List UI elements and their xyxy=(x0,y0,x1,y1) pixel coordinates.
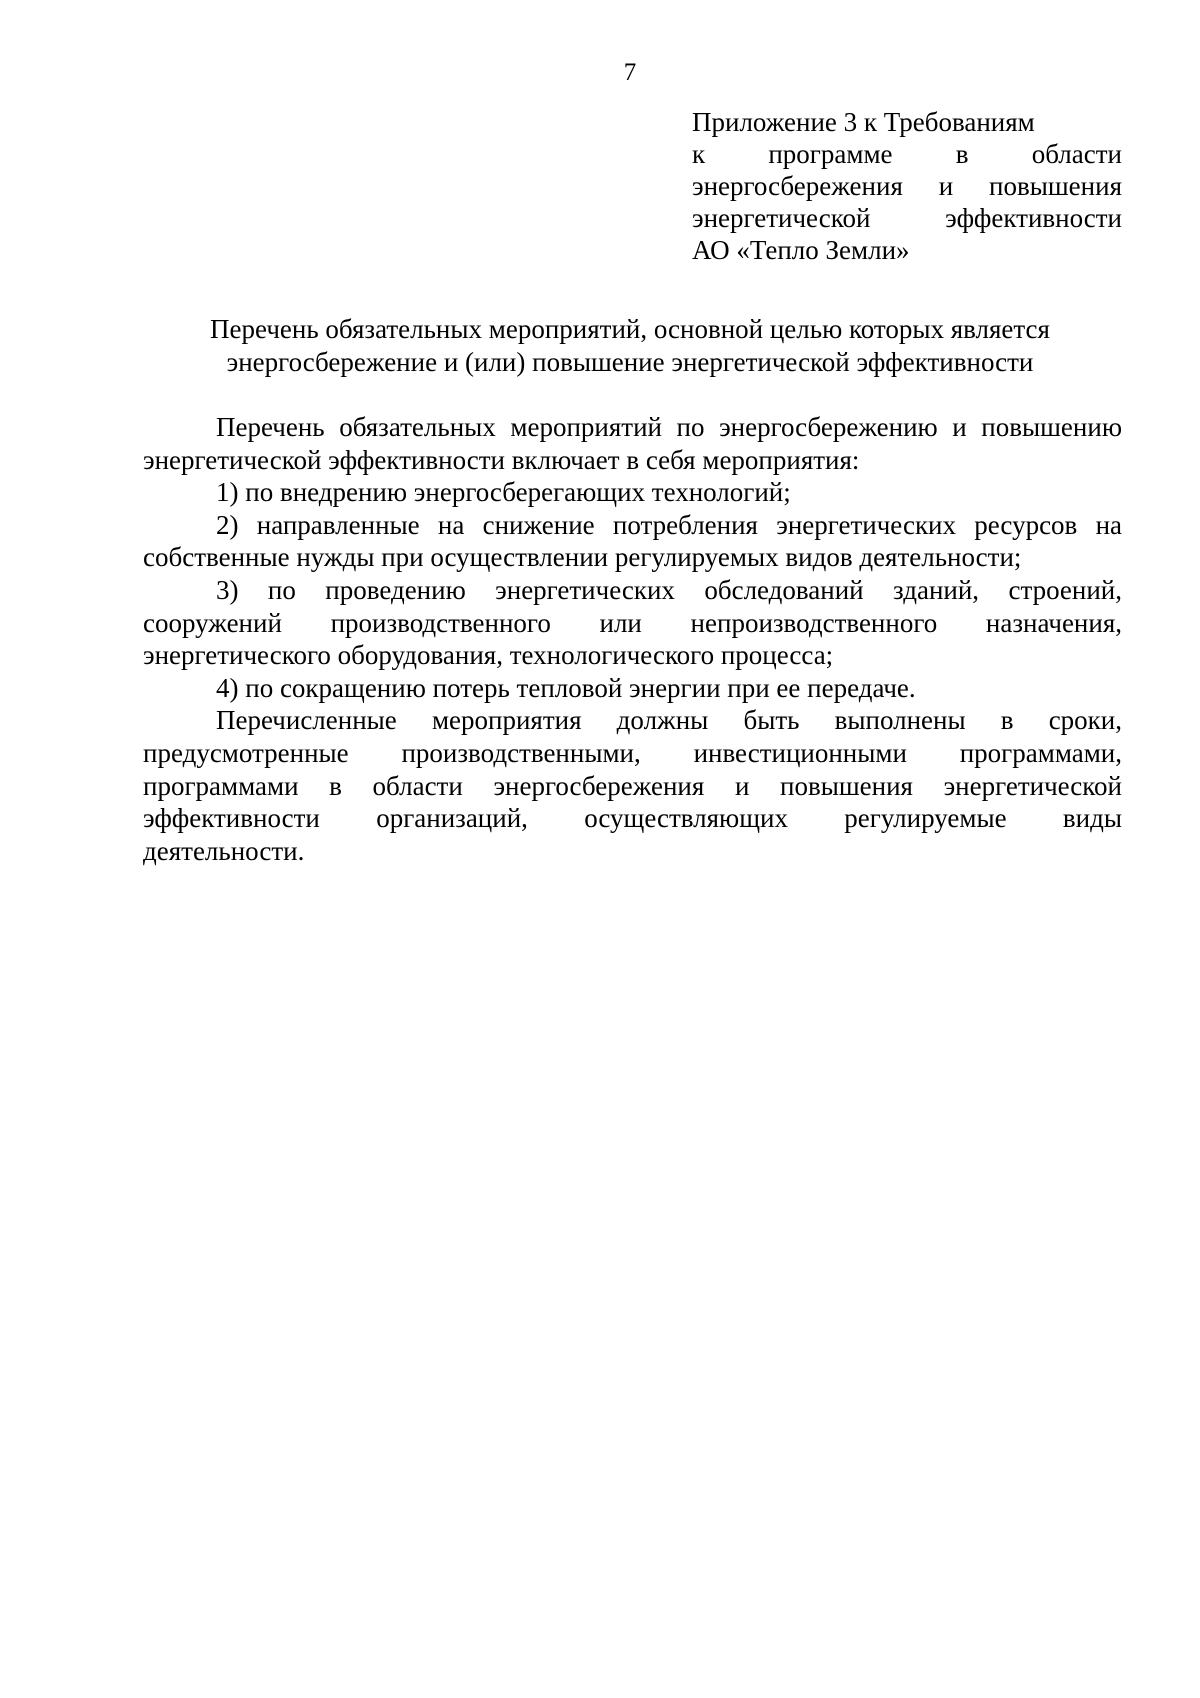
document-title xyxy=(140,313,1120,379)
appendix-line: к программе в области xyxy=(692,139,1122,169)
body-line: энергетического оборудования, технологического процесса; xyxy=(143,640,834,671)
body-line: деятельности. xyxy=(143,835,305,866)
list-item-2: 2) направленные на снижение потребления энергетических ресурсов на xyxy=(216,509,1122,540)
list-item-3: 3) по проведению энергетических обследований зданий, строений, xyxy=(216,574,1122,605)
appendix-header xyxy=(692,106,1122,266)
body-line: Перечисленные мероприятия должны быть выполнены в сроки, xyxy=(216,705,1122,736)
title-line: Перечень обязательных мероприятий, основной целью которых является xyxy=(210,314,1050,344)
body-line: предусмотренные производственными, инвестиционными программами, xyxy=(143,737,1122,768)
appendix-line: АО «Тепло Земли» xyxy=(692,235,910,265)
appendix-line: энергосбережения и повышения xyxy=(692,171,1122,201)
list-item-4: 4) по сокращению потерь тепловой энергии при ее передаче. xyxy=(216,672,916,703)
appendix-line: Приложение 3 к Требованиям xyxy=(692,107,1035,137)
page-number: 7 xyxy=(623,59,637,86)
document-body xyxy=(143,411,1122,867)
appendix-line: энергетической эффективности xyxy=(692,203,1122,233)
body-line: эффективности организаций, осуществляющих регулируемые виды xyxy=(143,803,1122,834)
list-item-1: 1) по внедрению энергосберегающих технологий; xyxy=(216,477,791,508)
body-line: энергетической эффективности включает в себя мероприятия: xyxy=(143,444,860,475)
body-line: собственные нужды при осуществлении регулируемых видов деятельности; xyxy=(143,542,1022,573)
body-line: Перечень обязательных мероприятий по энергосбережению и повышению xyxy=(216,412,1122,442)
title-line: энергосбережение и (или) повышение энергетической эффективности xyxy=(226,347,1034,377)
body-line: сооружений производственного или непроизводственного назначения, xyxy=(143,607,1122,638)
body-line: программами в области энергосбережения и повышения энергетической xyxy=(143,770,1122,801)
